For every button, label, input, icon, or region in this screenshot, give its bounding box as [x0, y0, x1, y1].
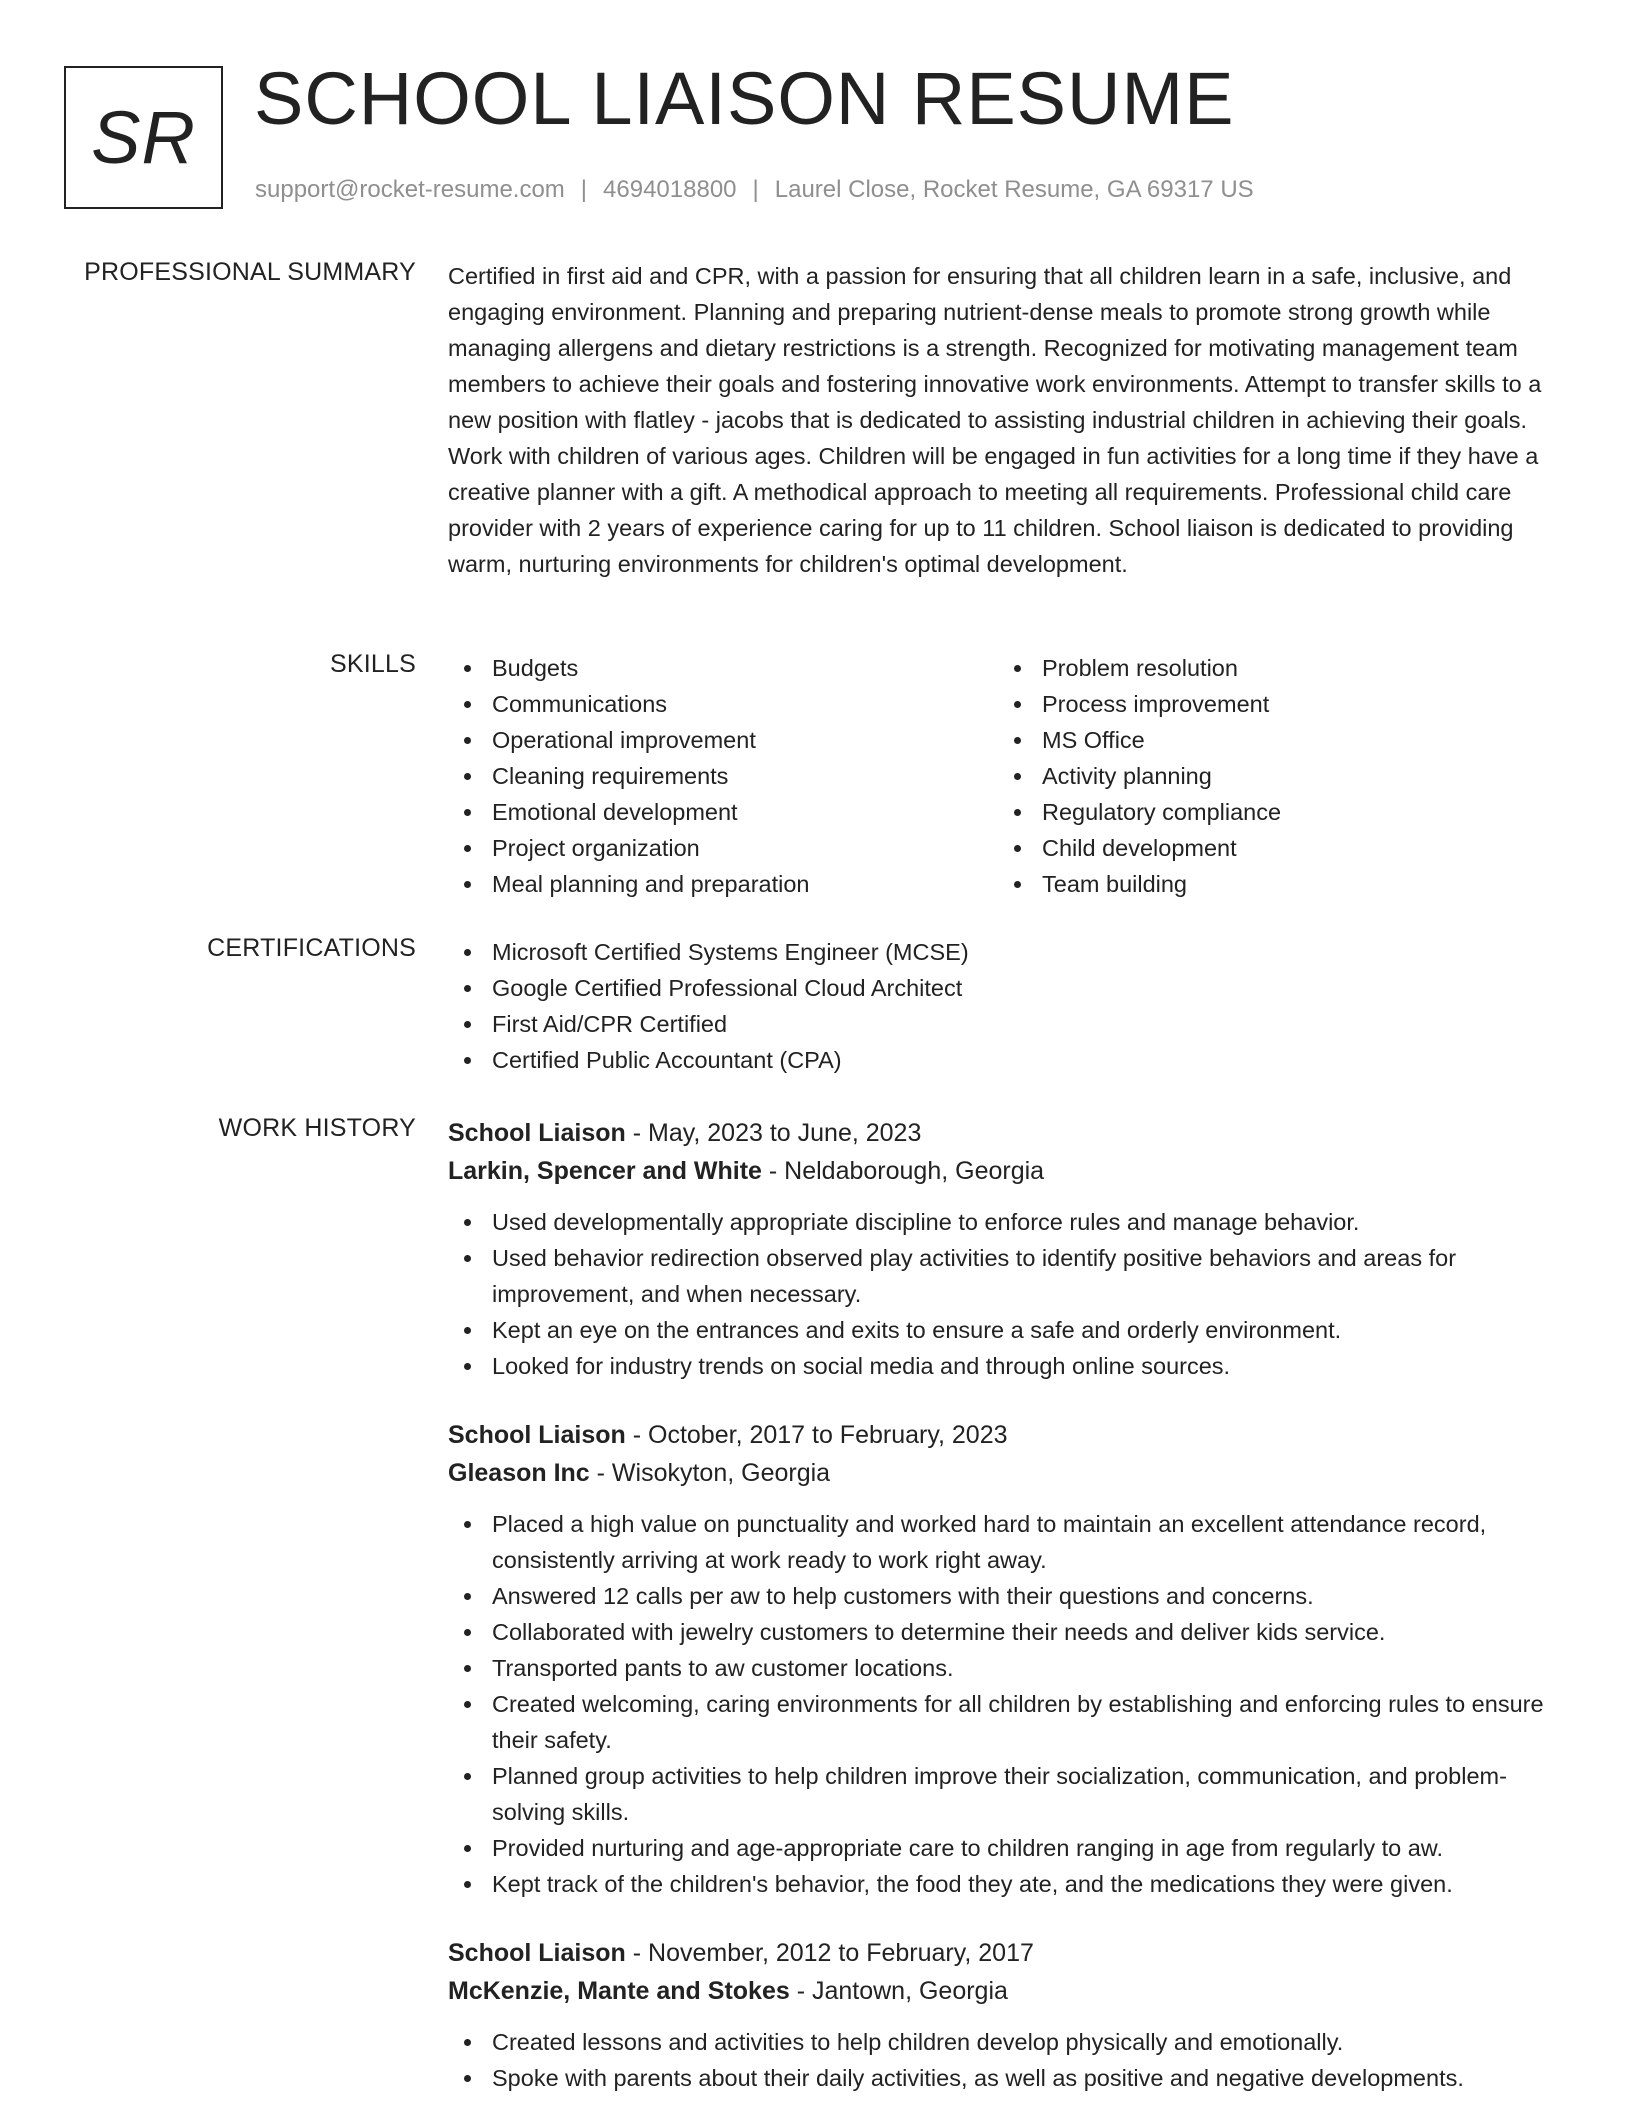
list-item: Answered 12 calls per aw to help customers with their questions and concerns. [448, 1578, 1570, 1614]
job-entry [448, 1114, 1570, 1384]
job-duties-list [448, 2024, 1570, 2096]
job-duties-list [448, 1204, 1570, 1384]
contact-separator: | [580, 176, 588, 203]
job-company: McKenzie, Mante and Stokes [448, 1977, 790, 2005]
list-item: MS Office [998, 722, 1548, 758]
list-item: Collaborated with jewelry customers to determine their needs and deliver kids service. [448, 1614, 1570, 1650]
list-item: Provided nurturing and age-appropriate care to children ranging in age from regularly to aw. [448, 1830, 1570, 1866]
contact-separator: | [752, 176, 759, 203]
job-title-line [448, 1934, 1570, 1972]
list-item: Team building [998, 866, 1548, 902]
list-item: Kept an eye on the entrances and exits to ensure a safe and orderly environment. [448, 1312, 1570, 1348]
list-item: Created lessons and activities to help children develop physically and emotionally. [448, 2024, 1570, 2060]
list-item: Process improvement [998, 686, 1548, 722]
list-item: Used behavior redirection observed play activities to identify positive behaviors and areas for improvement, and when necessary. [448, 1240, 1570, 1312]
list-item: Created welcoming, caring environments for all children by establishing and enforcing rules to ensure their safety. [448, 1686, 1570, 1758]
list-item: Cleaning requirements [448, 758, 998, 794]
job-location: - Wisokyton, Georgia [589, 1459, 831, 1487]
job-duties-list [448, 1506, 1570, 1902]
section-heading-certifications: CERTIFICATIONS [207, 934, 416, 962]
list-item: Kept track of the children's behavior, the food they ate, and the medications they were given. [448, 1866, 1570, 1902]
contact-email[interactable]: support@rocket-resume.com [255, 176, 565, 203]
list-item: Budgets [448, 650, 998, 686]
list-item: Meal planning and preparation [448, 866, 998, 902]
list-item: Spoke with parents about their daily activities, as well as positive and negative developments. [448, 2060, 1570, 2096]
resume-title: SCHOOL LIAISON RESUME [254, 57, 1235, 140]
job-location: - Neldaborough, Georgia [761, 1157, 1045, 1185]
section-heading-summary: PROFESSIONAL SUMMARY [84, 258, 416, 286]
job-company: Larkin, Spencer and White [448, 1157, 762, 1185]
list-item: Emotional development [448, 794, 998, 830]
list-item: Transported pants to aw customer locations. [448, 1650, 1570, 1686]
job-company-line [448, 1454, 1570, 1492]
certifications-list [448, 934, 1570, 1078]
section-heading-work-history: WORK HISTORY [218, 1114, 416, 1142]
skills-body [448, 650, 1570, 902]
list-item: Microsoft Certified Systems Engineer (MCSE) [448, 934, 1570, 970]
work-history-body [448, 1114, 1570, 2112]
summary-text: Certified in first aid and CPR, with a passion for ensuring that all children learn in a safe, inclusive, and engaging environment. Planning and preparing nutrient-dense meals to promote strong growth while managing allergens and dietary restrictions is a strength. Recognized for motivating management team members to achieve their goals and fostering innovative work environments. Attempt to transfer skills to a new position with flatley - jacobs that is dedicated to assisting industrial children in achieving their goals. Work with children of various ages. Children will be engaged in fun activities for a long time if they have a creative planner with a gift. A methodical approach to meeting all requirements. Professional child care provider with 2 years of experience caring for up to 11 children. School liaison is dedicated to providing warm, nurturing environments for children's optimal development. [448, 263, 1542, 577]
job-dates: - May, 2023 to June, 2023 [625, 1119, 922, 1147]
list-item: Operational improvement [448, 722, 998, 758]
list-item: Communications [448, 686, 998, 722]
skills-list-right [998, 650, 1548, 902]
job-title-line [448, 1416, 1570, 1454]
list-item: Looked for industry trends on social media and through online sources. [448, 1348, 1570, 1384]
list-item: Certified Public Accountant (CPA) [448, 1042, 1570, 1078]
job-title: School Liaison [448, 1119, 626, 1147]
job-entry [448, 1416, 1570, 1902]
job-entry [448, 1934, 1570, 2096]
list-item: Planned group activities to help children improve their socialization, communication, and problem-solving skills. [448, 1758, 1570, 1830]
skills-list-left [448, 650, 998, 902]
list-item: Problem resolution [998, 650, 1548, 686]
job-title: School Liaison [448, 1939, 626, 1967]
job-title: School Liaison [448, 1421, 626, 1449]
contact-address: Laurel Close, Rocket Resume, GA 69317 US [774, 176, 1254, 203]
monogram-initials: SR [91, 96, 196, 179]
list-item: Child development [998, 830, 1548, 866]
job-company-line [448, 1972, 1570, 2010]
job-title-line [448, 1114, 1570, 1152]
list-item: Google Certified Professional Cloud Architect [448, 970, 1570, 1006]
certifications-body [448, 934, 1570, 1078]
job-company: Gleason Inc [448, 1459, 590, 1487]
list-item: Used developmentally appropriate discipline to enforce rules and manage behavior. [448, 1204, 1570, 1240]
contact-phone[interactable]: 4694018800 [603, 176, 737, 203]
list-item: Placed a high value on punctuality and worked hard to maintain an excellent attendance record, consistently arriving at work ready to work right away. [448, 1506, 1570, 1578]
list-item: Project organization [448, 830, 998, 866]
job-location: - Jantown, Georgia [789, 1977, 1008, 2005]
section-heading-skills: SKILLS [330, 650, 416, 678]
job-dates: - November, 2012 to February, 2017 [625, 1939, 1034, 1967]
list-item: Activity planning [998, 758, 1548, 794]
monogram-logo [64, 66, 223, 209]
contact-line [255, 176, 1254, 204]
job-company-line [448, 1152, 1570, 1190]
list-item: First Aid/CPR Certified [448, 1006, 1570, 1042]
job-dates: - October, 2017 to February, 2023 [625, 1421, 1008, 1449]
list-item: Regulatory compliance [998, 794, 1548, 830]
